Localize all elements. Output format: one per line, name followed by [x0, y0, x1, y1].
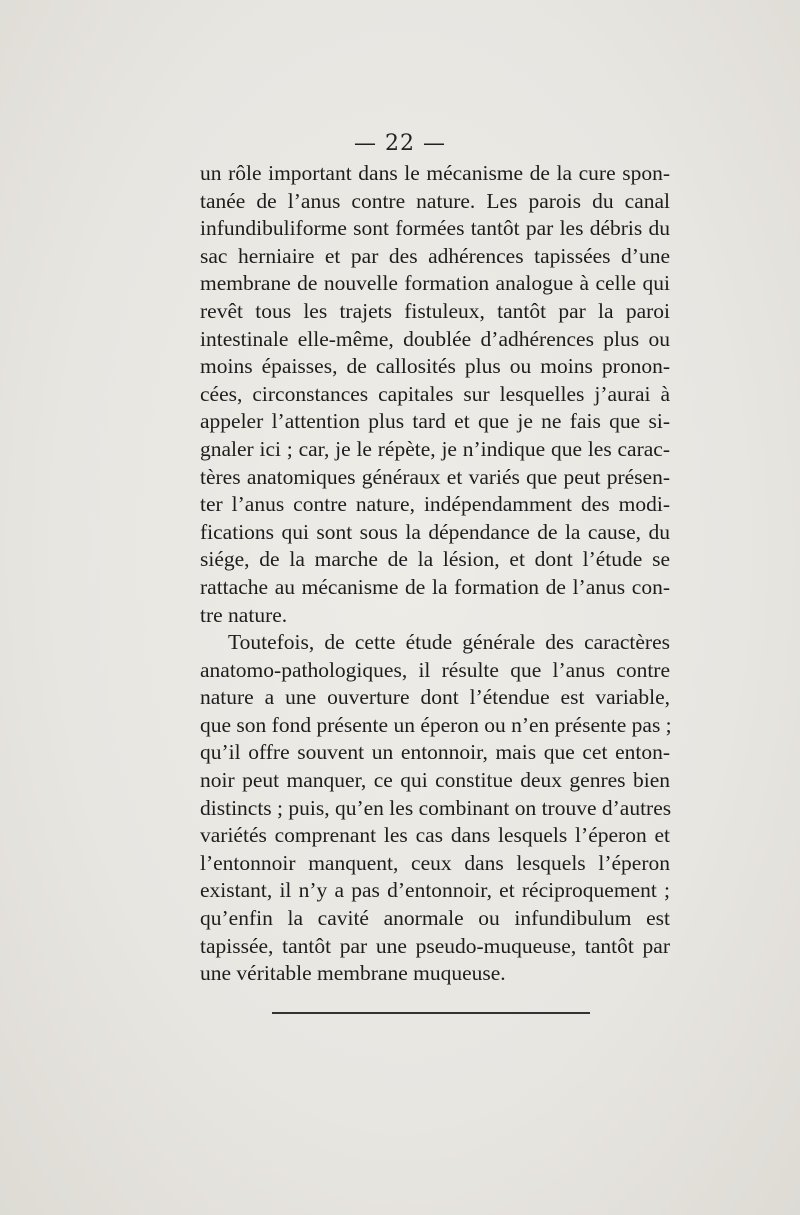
text-line: gnaler ici ; car, je le répète, je n’indique que les carac- — [200, 436, 670, 461]
text-line: qu’il offre souvent un entonnoir, mais que cet enton- — [200, 740, 670, 765]
text-line: tères anatomiques généraux et variés que peut présen- — [200, 464, 670, 489]
text-line: tre nature. — [200, 602, 288, 627]
section-divider — [272, 1012, 590, 1014]
text-line: l’entonnoir manquent, ceux dans lesquels l’éperon — [200, 850, 670, 875]
text-line: fications qui sont sous la dépendance de la cause, du — [200, 519, 670, 544]
text-line: un rôle important dans le mécanisme de la cure spon- — [200, 161, 670, 185]
text-line: cées, circonstances capitales sur lesquelles j’aurai à — [200, 381, 670, 406]
paragraph-2 — [200, 629, 670, 988]
text-line: tapissée, tantôt par une pseudo-muqueuse, tantôt par — [200, 933, 670, 958]
text-line: existant, il n’y a pas d’entonnoir, et réciproquement ; — [200, 878, 670, 903]
text-line: variétés comprenant les cas dans lesquels l’éperon et — [200, 823, 670, 848]
text-line: que son fond présente un éperon ou n’en présente pas ; — [200, 712, 672, 737]
text-line: revêt tous les trajets fistuleux, tantôt par la paroi — [200, 298, 670, 323]
text-line: siége, de la marche de la lésion, et dont l’étude se — [200, 547, 670, 572]
text-line: nature a une ouverture dont l’étendue est variable, — [200, 685, 670, 710]
text-line: intestinale elle-même, doublée d’adhérences plus ou — [200, 326, 670, 351]
text-line: infundibuliforme sont formées tantôt par les débris du — [200, 216, 670, 241]
text-line: distincts ; puis, qu’en les combinant on trouve d’autres — [200, 795, 672, 820]
text-line: rattache au mécanisme de la formation de l’anus con- — [200, 574, 670, 599]
page-number: — 22 — — [354, 131, 446, 156]
text-line: ter l’anus contre nature, indépendamment des modi- — [200, 492, 670, 517]
text-line: une véritable membrane muqueuse. — [200, 961, 506, 986]
text-line: sac herniaire et par des adhérences tapissées d’une — [200, 243, 670, 268]
paragraph-1 — [200, 160, 670, 629]
text-line: moins épaisses, de callosités plus ou moins pronon- — [200, 354, 670, 379]
text-line: Toutefois, de cette étude générale des caractères — [228, 630, 670, 655]
text-line: anatomo-pathologiques, il résulte que l’anus contre — [200, 657, 670, 682]
text-line: membrane de nouvelle formation analogue à celle qui — [200, 271, 670, 296]
text-line: noir peut manquer, ce qui constitue deux genres bien — [200, 768, 670, 793]
text-line: qu’enfin la cavité anormale ou infundibulum est — [200, 906, 670, 931]
text-line: tanée de l’anus contre nature. Les parois du canal — [200, 188, 670, 213]
body-text — [200, 160, 670, 988]
text-line: appeler l’attention plus tard et que je ne fais que si- — [200, 409, 670, 434]
